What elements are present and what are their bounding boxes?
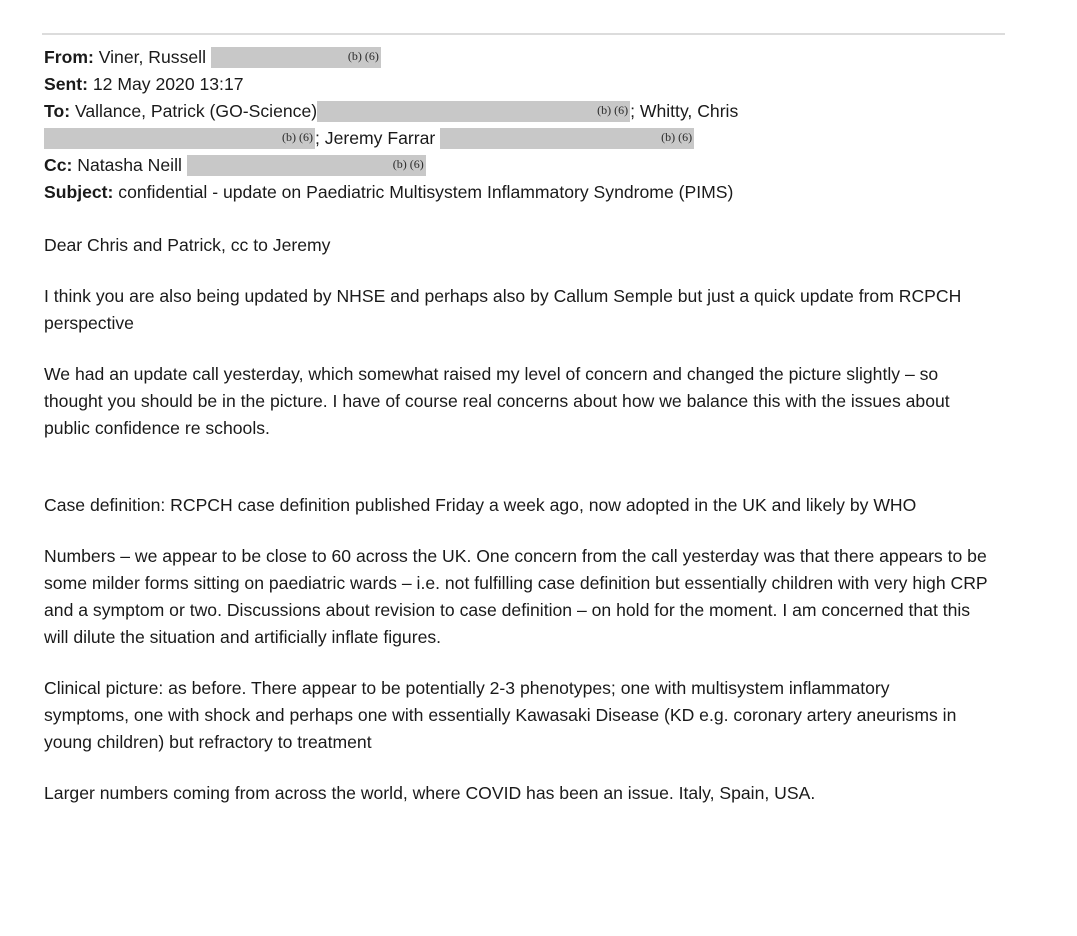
paragraph-case-definition: Case definition: RCPCH case definition published Friday a week ago, now adopted in the UK and likely by WHO bbox=[44, 495, 917, 515]
paragraph-clinical-picture: Clinical picture: as before. There appear to be potentially 2-3 phenotypes; one with multisystem inflammatory symptoms, one with shock and perhaps one with essentially Kawasaki Disease (KD e.g. coronary artery aneurisms in young children) but refractory to treatment bbox=[44, 678, 957, 752]
cc-label: Cc: bbox=[44, 155, 73, 175]
redaction-code: (b) (6) bbox=[661, 130, 693, 144]
email-document bbox=[44, 44, 1004, 807]
redaction-code: (b) (6) bbox=[392, 157, 424, 171]
paragraph-update-sources: I think you are also being updated by NHSE and perhaps also by Callum Semple but just a quick update from RCPCH perspective bbox=[44, 286, 962, 333]
paragraph-larger-numbers: Larger numbers coming from across the world, where COVID has been an issue. Italy, Spain, USA. bbox=[44, 783, 816, 803]
email-header bbox=[44, 44, 1004, 206]
sent-value: 12 May 2020 13:17 bbox=[92, 74, 244, 94]
to-line bbox=[44, 98, 1004, 125]
to-label: To: bbox=[44, 101, 71, 121]
to-recipient-1: Vallance, Patrick (GO-Science) bbox=[74, 101, 318, 121]
redaction-box bbox=[44, 128, 315, 149]
paragraph-numbers: Numbers – we appear to be close to 60 across the UK. One concern from the call yesterday was that there appears to be some milder forms sitting on paediatric wards – i.e. not fulfilling case definition but essentially children with very high CRP and a symptom or two. Discussions about revision to case definition – on hold for the moment. I am concerned that this will dilute the situation and artificially inflate figures. bbox=[44, 546, 988, 647]
subject-value: confidential - update on Paediatric Multisystem Inflammatory Syndrome (PIMS) bbox=[118, 182, 734, 202]
redaction-box bbox=[211, 47, 381, 68]
redaction-code: (b) (6) bbox=[282, 130, 313, 144]
sent-line bbox=[44, 71, 1004, 98]
paragraph-update-call: We had an update call yesterday, which somewhat raised my level of concern and changed the picture slightly – so thought you should be in the picture. I have of course real concerns about how we balance this with the issues about public confidence re schools. bbox=[44, 364, 950, 438]
to-recipient-3: ; Jeremy Farrar bbox=[315, 128, 436, 148]
from-label: From: bbox=[44, 47, 94, 67]
cc-value: Natasha Neill bbox=[77, 155, 182, 175]
to-line-continued bbox=[44, 125, 1004, 152]
sent-label: Sent: bbox=[44, 74, 88, 94]
top-divider bbox=[42, 33, 1005, 35]
redaction-box bbox=[440, 128, 694, 149]
cc-line bbox=[44, 152, 1004, 179]
to-recipient-2: ; Whitty, Chris bbox=[630, 101, 739, 121]
redaction-box bbox=[187, 155, 426, 176]
subject-line bbox=[44, 179, 1004, 206]
from-value: Viner, Russell bbox=[98, 47, 206, 67]
subject-label: Subject: bbox=[44, 182, 114, 202]
greeting: Dear Chris and Patrick, cc to Jeremy bbox=[44, 235, 331, 255]
email-body bbox=[44, 232, 1004, 807]
redaction-box bbox=[317, 101, 630, 122]
redaction-code: (b) (6) bbox=[347, 49, 379, 63]
from-line bbox=[44, 44, 1004, 71]
redaction-code: (b) (6) bbox=[597, 103, 629, 117]
